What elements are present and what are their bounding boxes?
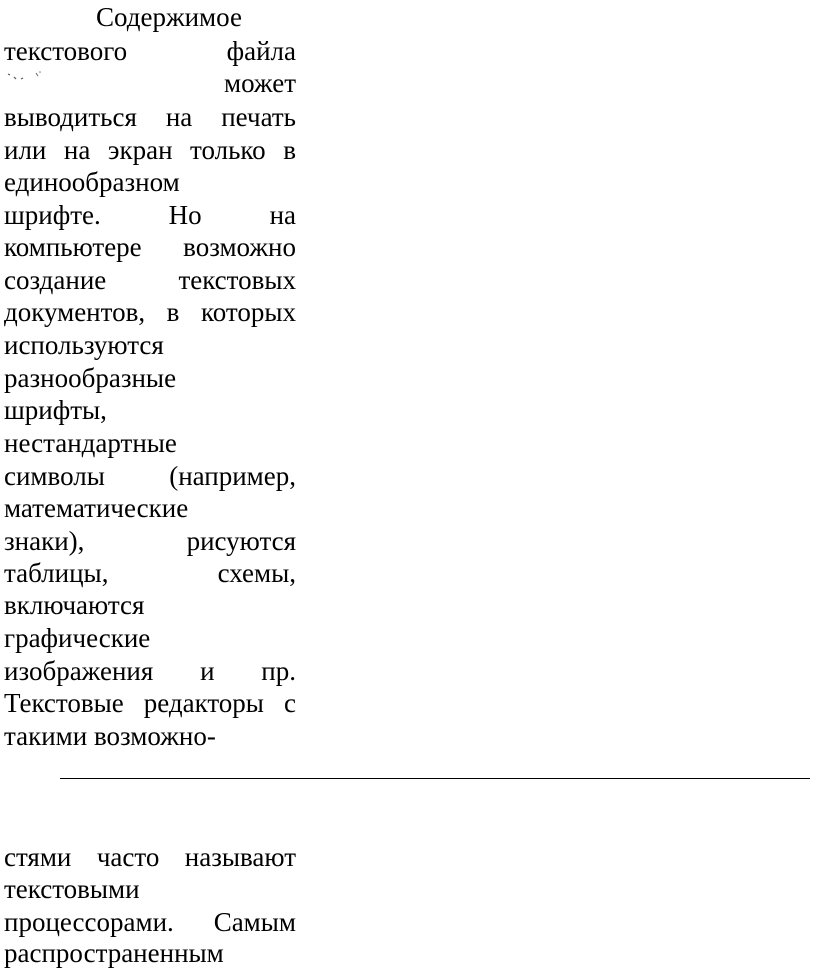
paragraph-line: таблицы, схемы, [4,558,296,588]
page-break-rule [60,778,810,779]
paragraph-line: Текстовые редакторы с [4,688,296,718]
paragraph-line: шрифте. Но на [4,200,296,230]
paragraph-line: текстового файла [4,36,296,66]
paragraph-line: Содержимое [96,2,242,32]
paragraph-line: может [224,68,296,98]
paragraph-line: используются [4,330,164,360]
paragraph-line: символы (например, [4,461,296,491]
paragraph-line: знаки), рисуются [4,526,296,556]
paragraph-line: компьютере возможно [4,232,296,262]
paragraph-line: такими возможно- [4,721,216,751]
paragraph-line: разнообразные [4,363,177,393]
paragraph-line: текстовыми [4,874,140,904]
paragraph-line: нестандартные [4,428,177,458]
paragraph-line: или на экран только в [4,135,296,165]
paragraph-line: распространенным [4,938,224,968]
paragraph-line: стями часто называют [4,842,296,872]
paragraph-line: выводиться на печать [4,102,296,132]
paragraph-line: включаются [4,590,145,620]
paragraph-line: шрифты, [4,395,107,425]
paragraph-line: изображения и пр. [4,656,296,686]
paragraph-line: математические [4,493,189,523]
paragraph-line: документов, в которых [4,297,296,327]
paragraph-line: графические [4,623,151,653]
paragraph-line: единообразном [4,167,180,197]
paragraph-line: создание текстовых [4,265,296,295]
paragraph-line: процессорами. Самым [4,907,296,937]
